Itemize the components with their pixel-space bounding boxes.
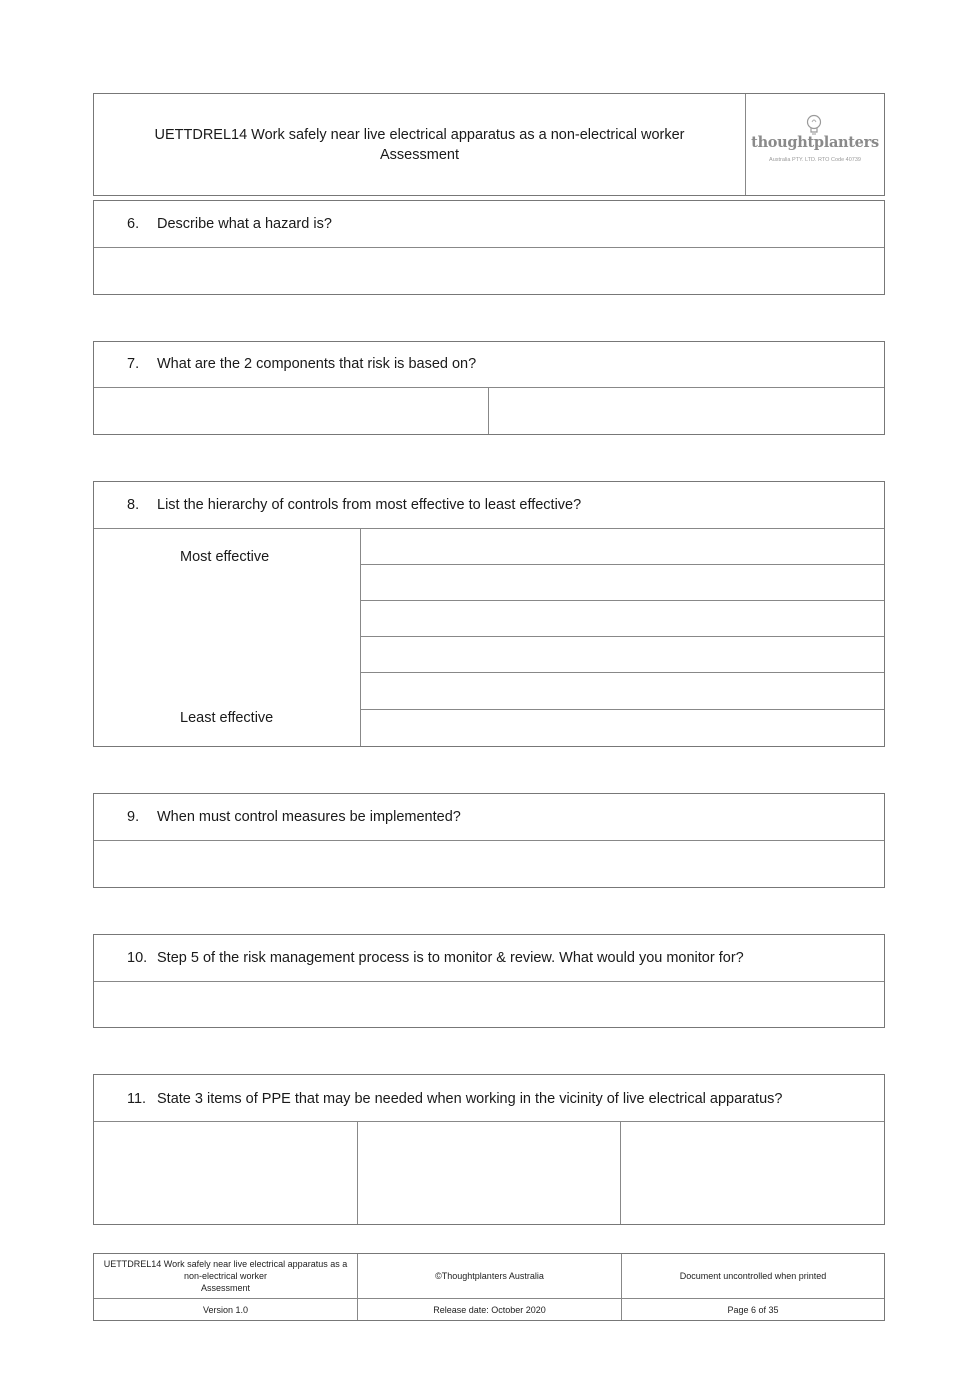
footer-uncontrolled-notice: Document uncontrolled when printed xyxy=(679,1271,827,1281)
hierarchy-field-4[interactable] xyxy=(361,637,884,672)
footer-course-line1: UETTDREL14 Work safely near live electrical apparatus as a xyxy=(103,1259,348,1269)
question-9-answer-field[interactable] xyxy=(94,841,884,887)
lightbulb-icon xyxy=(804,114,824,136)
question-6-text: Describe what a hazard is? xyxy=(157,216,332,232)
footer-course-line3: Assessment xyxy=(200,1283,251,1293)
footer-page-number: Page 6 of 35 xyxy=(727,1304,779,1315)
question-9-number: 9. xyxy=(127,809,140,825)
header-title-line1: UETTDREL14 Work safely near live electrical apparatus as a non-electrical worker xyxy=(154,126,685,143)
header-title-line2: Assessment xyxy=(380,146,459,163)
least-effective-label: Least effective xyxy=(180,710,274,726)
footer-version: Version 1.0 xyxy=(202,1304,249,1315)
question-7-text: What are the 2 components that risk is based on? xyxy=(157,356,477,372)
ppe-answer-field-3[interactable] xyxy=(621,1122,884,1224)
logo-subtitle: Australia PTY. LTD. RTO Code 40739 xyxy=(769,157,861,163)
question-10-text: Step 5 of the risk management process is to monitor & review. What would you monitor for? xyxy=(157,950,744,966)
hierarchy-field-3[interactable] xyxy=(361,601,884,636)
header-title xyxy=(94,94,745,195)
question-10-answer-field[interactable] xyxy=(94,982,884,1027)
footer-copyright: ©Thoughtplanters Australia xyxy=(435,1271,544,1281)
question-11-text: State 3 items of PPE that may be needed when working in the vicinity of live electrical apparatus? xyxy=(157,1091,783,1107)
question-8-text: List the hierarchy of controls from most effective to least effective? xyxy=(157,497,582,513)
hierarchy-field-1[interactable] xyxy=(361,529,884,564)
question-11-number: 11. xyxy=(127,1091,147,1107)
ppe-answer-field-1[interactable] xyxy=(94,1122,357,1224)
question-9-text: When must control measures be implemented? xyxy=(157,809,461,825)
question-10-number: 10. xyxy=(127,950,148,966)
footer-release-date: Release date: October 2020 xyxy=(433,1304,546,1315)
thoughtplanters-logo xyxy=(746,94,884,195)
most-effective-label: Most effective xyxy=(180,549,270,565)
question-6-answer-field[interactable] xyxy=(94,248,884,294)
logo-brand: thoughtplanters xyxy=(751,134,879,151)
question-7-answer-field-1[interactable] xyxy=(94,388,488,434)
question-7-number: 7. xyxy=(127,356,140,372)
footer-course-line2: non-electrical worker xyxy=(183,1271,268,1281)
question-8-number: 8. xyxy=(127,497,140,513)
ppe-answer-field-2[interactable] xyxy=(358,1122,620,1224)
hierarchy-field-5[interactable] xyxy=(361,673,884,709)
hierarchy-field-2[interactable] xyxy=(361,565,884,600)
question-6-number: 6. xyxy=(127,216,140,232)
footer-course-title xyxy=(94,1254,357,1298)
hierarchy-field-6[interactable] xyxy=(361,710,884,746)
question-7-answer-field-2[interactable] xyxy=(489,388,884,434)
